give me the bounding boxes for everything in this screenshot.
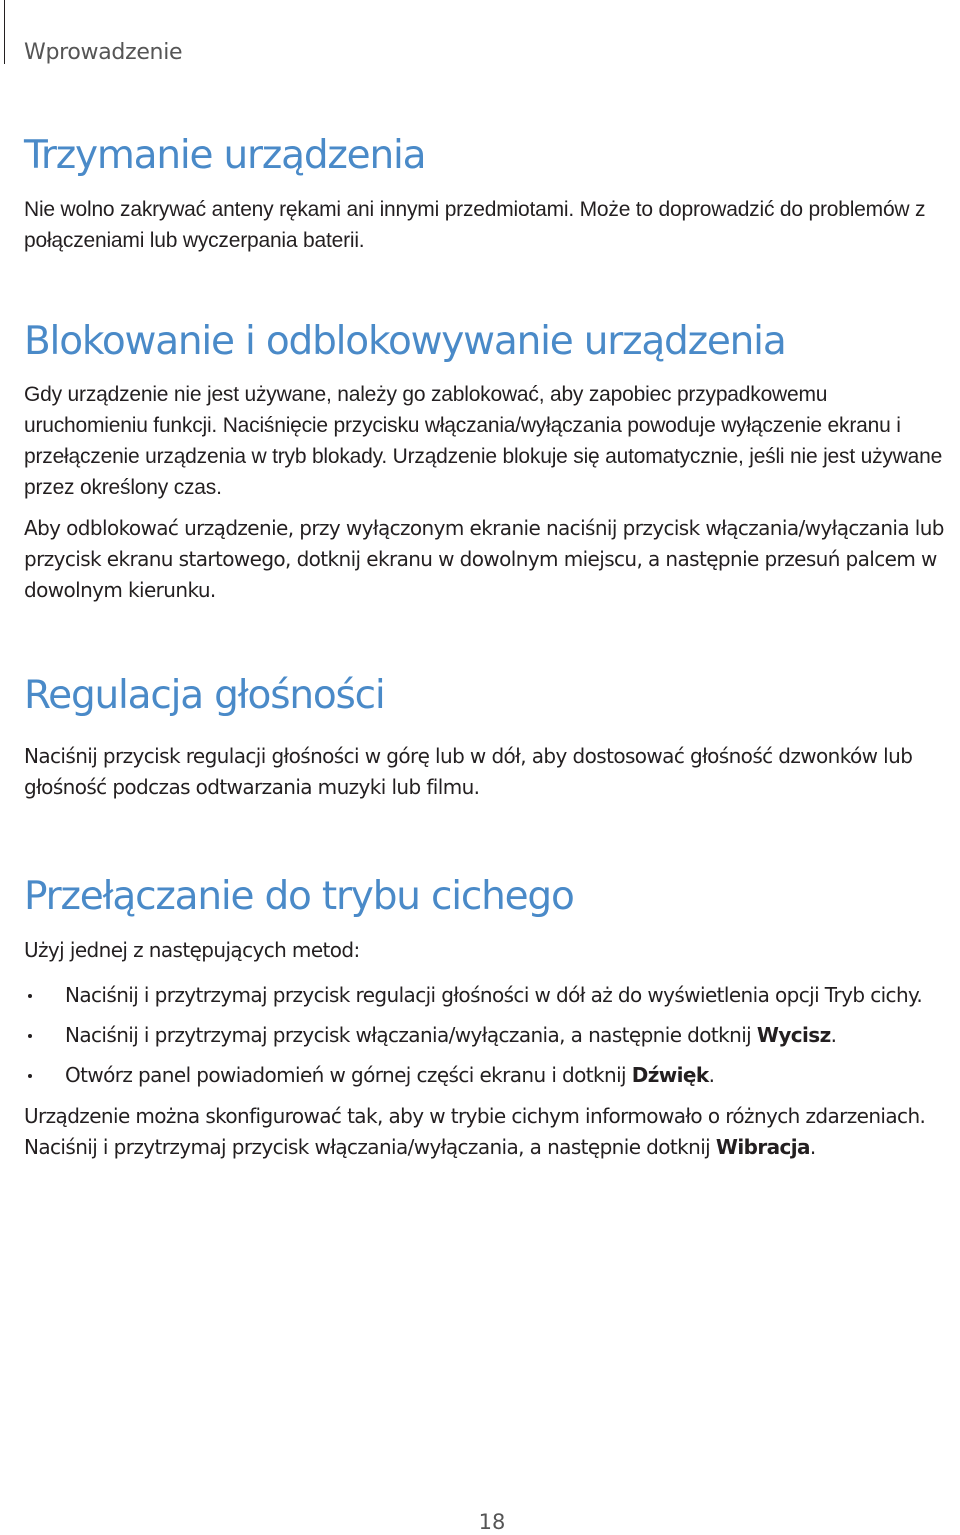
paragraph-line: głośność podczas odtwarzania muzyki lub filmu. (24, 775, 480, 799)
section-lock-unlock (24, 316, 960, 606)
section-intro: Użyj jednej z następujących metod: (24, 938, 360, 962)
paragraph-line: przycisk ekranu startowego, dotknij ekranu w dowolnym miejscu, a następnie przesuń palcem w (24, 547, 937, 571)
paragraph-line (24, 1132, 960, 1163)
paragraph-line: Gdy urządzenie nie jest używane, należy go zablokować, aby zapobiec przypadkowemu (24, 383, 828, 406)
bullet-icon (28, 1034, 32, 1038)
list-item (24, 1020, 960, 1051)
list-item-after: . (708, 1063, 715, 1087)
list-item-bold: Wycisz (756, 1023, 831, 1047)
section-paragraph (24, 513, 960, 606)
paragraph-text: Naciśnij i przytrzymaj przycisk włączania/wyłączania, a następnie dotknij (24, 1135, 716, 1159)
paragraph-line: Naciśnij przycisk regulacji głośności w górę lub w dół, aby dostosować głośność dzwonków lub (24, 744, 913, 768)
section-paragraph (24, 1101, 960, 1163)
paragraph-bold: Wibracja (715, 1135, 810, 1159)
section-paragraph (24, 741, 960, 803)
section-paragraph (24, 379, 960, 503)
section-title: Blokowanie i odblokowywanie urządzenia (24, 319, 786, 364)
paragraph-after: . (809, 1135, 816, 1159)
list-item-text: Naciśnij i przytrzymaj przycisk włączania/wyłączania, a następnie dotknij (65, 1023, 757, 1047)
paragraph-line: Nie wolno zakrywać anteny rękami ani innymi przedmiotami. Może to doprowadzić do problemów z (24, 198, 926, 221)
list-item (24, 1060, 960, 1091)
paragraph-line: połączeniami lub wyczerpania baterii. (24, 229, 365, 252)
list-item (24, 980, 960, 1011)
section-title: Trzymanie urządzenia (24, 133, 426, 178)
method-list (24, 980, 960, 1091)
list-item-bold: Dźwięk (631, 1063, 709, 1087)
list-item-text: Otwórz panel powiadomień w górnej części ekranu i dotknij (65, 1063, 632, 1087)
section-holding-device (24, 130, 960, 256)
paragraph-line: uruchomieniu funkcji. Naciśnięcie przycisku włączania/wyłączania powoduje wyłączenie ekranu i (24, 414, 901, 437)
page-content (24, 130, 960, 1163)
section-silent-mode (24, 871, 960, 1163)
section-volume (24, 670, 960, 803)
paragraph-line: dowolnym kierunku. (24, 578, 216, 602)
list-item-after: . (830, 1023, 837, 1047)
paragraph-line: przełączenie urządzenia w tryb blokady. Urządzenie blokuje się automatycznie, jeśli nie jest używane (24, 445, 943, 468)
paragraph-line: Aby odblokować urządzenie, przy wyłączonym ekranie naciśnij przycisk włączania/wyłączania lub (24, 516, 944, 540)
bullet-icon (28, 994, 32, 998)
section-paragraph (24, 194, 960, 256)
paragraph-line: Urządzenie można skonfigurować tak, aby w trybie cichym informowało o różnych zdarzeniach. (24, 1104, 926, 1128)
bullet-icon (28, 1074, 32, 1078)
section-title: Przełączanie do trybu cichego (24, 874, 574, 919)
section-title: Regulacja głośności (24, 673, 385, 718)
margin-rule (4, 0, 5, 64)
chapter-header: Wprowadzenie (24, 40, 183, 65)
paragraph-line: przez określony czas. (24, 476, 222, 499)
list-item-text: Naciśnij i przytrzymaj przycisk regulacji głośności w dół aż do wyświetlenia opcji Tryb cichy. (65, 983, 923, 1007)
page-number: 18 (478, 1510, 506, 1534)
